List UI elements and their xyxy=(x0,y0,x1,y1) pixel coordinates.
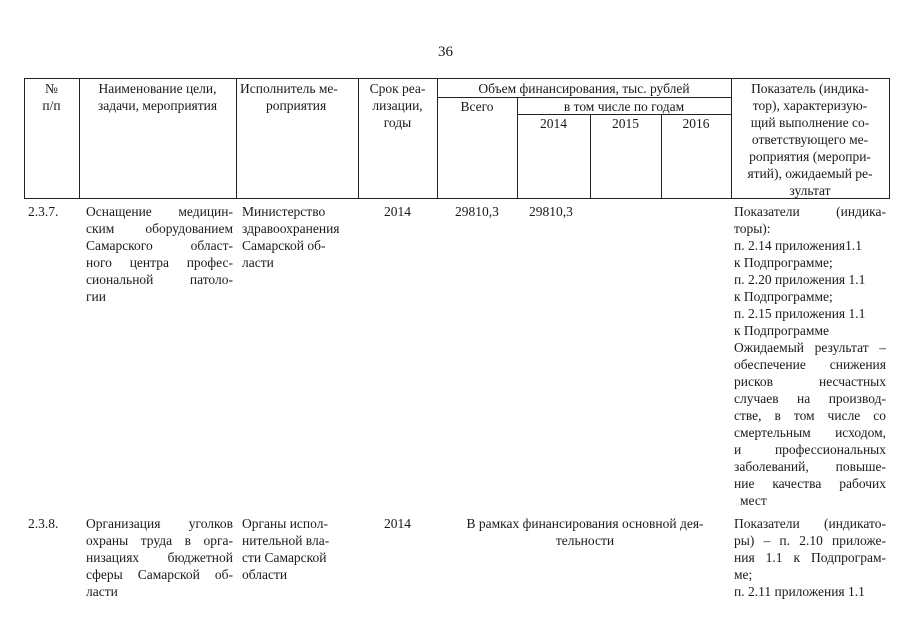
col-border-9 xyxy=(889,78,890,199)
row-total: 29810,3 xyxy=(455,204,499,219)
row-2014: 29810,3 xyxy=(529,204,573,219)
row-term: 2014 xyxy=(384,516,411,531)
header-by-years: в том числе по годам xyxy=(563,99,685,114)
header-total: Всего xyxy=(460,99,494,114)
row-executor: Министерство здравоохранения Самарской об- ласти xyxy=(242,204,340,270)
header-num: № п/п xyxy=(42,81,61,113)
header-year-2015: 2015 xyxy=(612,116,639,131)
row-name: Организация уголков охраны труда в орга- низациях бюджетной сферы Самарской об- ласти xyxy=(86,516,233,599)
header-year-2014: 2014 xyxy=(540,116,567,131)
col-border-2 xyxy=(236,78,237,199)
page-number: 36 xyxy=(438,44,453,60)
row-funding-note: В рамках финансирования основной дея- тельности xyxy=(466,516,704,548)
header-year-2016: 2016 xyxy=(682,116,710,131)
header-funding: Объем финансирования, тыс. рублей xyxy=(478,81,690,96)
row-executor: Органы испол- нительной вла- сти Самарской области xyxy=(242,516,330,582)
row-term: 2014 xyxy=(384,204,411,219)
row-number: 2.3.8. xyxy=(28,516,59,531)
header-executor: Исполнитель ме- роприятия xyxy=(240,81,338,113)
row-indicator: Показатели (индика- торы): п. 2.14 приложения1.1 к Подпрограмме; п. 2.20 приложения 1.1 к Подпрограмме; п. 2.15 приложения 1.1 к Подпрограмме Ожидаемый результат – обеспечение снижения рисков несчастных случаев на производ- стве, в том числе со смертельным исходом, и профессиональных заболеваний, повыше- ние качества рабочих мест xyxy=(734,204,886,508)
row-indicator: Показатели (индикато- ры) – п. 2.10 приложе- ния 1.1 к Подпрограм- ме; п. 2.11 приложения 1.1 xyxy=(734,516,886,599)
header-top-border xyxy=(24,78,890,79)
header-name: Наименование цели, задачи, мероприятия xyxy=(97,81,218,113)
header-term: Срок реа- лизации, годы xyxy=(369,81,426,130)
row-name: Оснащение медицин- ским оборудованием Самарского област- ного центра профес- сиональной патоло- гии xyxy=(86,204,233,304)
header-indicator: Показатель (индика- тор), характеризую- щий выполнение со- ответствующего ме- роприятия (меропри- ятий), ожидаемый ре- зультат xyxy=(747,81,873,198)
row-number: 2.3.7. xyxy=(28,204,59,219)
